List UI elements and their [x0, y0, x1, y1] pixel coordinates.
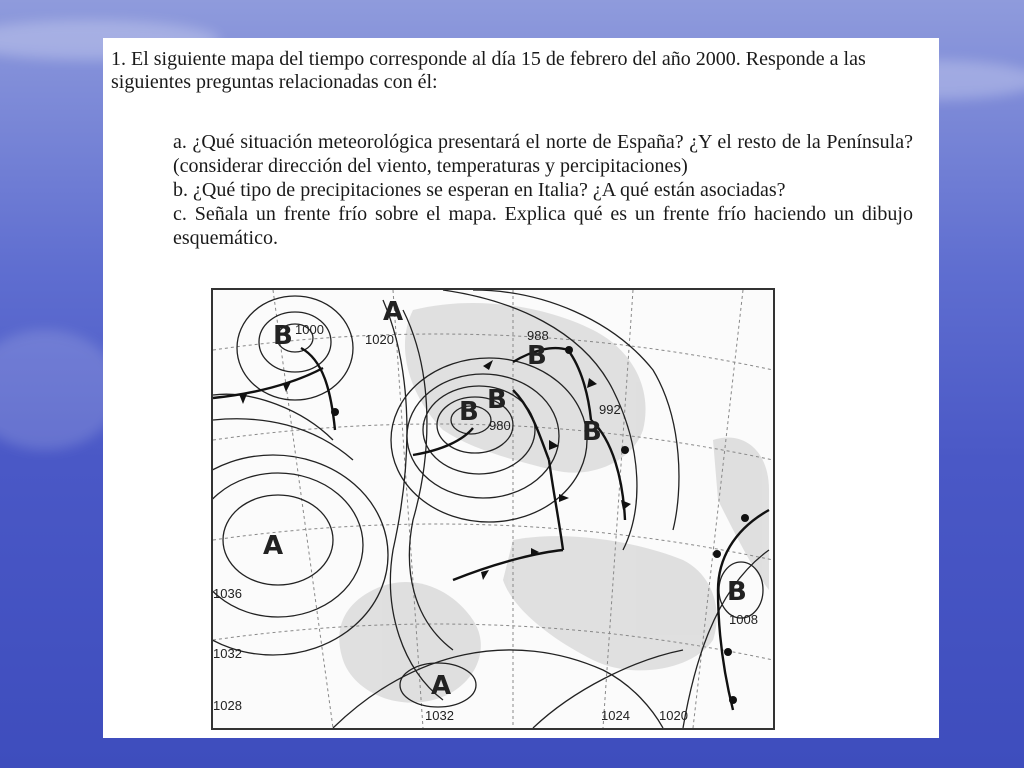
low-nw-label: B	[273, 321, 293, 351]
high-north-label: A	[383, 297, 404, 327]
low-east-label: B	[582, 417, 602, 447]
isobar-1020-bottom-label: 1020	[659, 708, 688, 723]
high-south-label: A	[431, 671, 452, 701]
weather-map-svg	[213, 290, 773, 728]
background-streak	[0, 330, 120, 450]
low-central-a-label: B	[459, 397, 479, 427]
question-list	[173, 130, 913, 250]
isobar-1000-label: 1000	[295, 322, 324, 337]
low-southeast-label: B	[727, 577, 747, 607]
high-west-label: A	[263, 531, 284, 561]
isobar-988-label: 988	[527, 328, 549, 343]
weather-map	[211, 288, 775, 730]
slide-page	[103, 38, 939, 738]
isobar-1008-label: 1008	[729, 612, 758, 627]
isobar-992-label: 992	[599, 402, 621, 417]
isobar-980-label: 980	[489, 418, 511, 433]
question-b: b. ¿Qué tipo de precipitaciones se esperan en Italia? ¿A qué están asociadas?	[173, 179, 786, 201]
isobar-1036-label: 1036	[213, 586, 242, 601]
isobar-1020-top-label: 1020	[365, 332, 394, 347]
isobar-1032-left-label: 1032	[213, 646, 242, 661]
isobar-1024-label: 1024	[601, 708, 630, 723]
low-north-label: B	[527, 341, 547, 371]
low-central-b-label: B	[487, 385, 507, 415]
question-a: a. ¿Qué situación meteorológica presentará el norte de España? ¿Y el resto de la Península? (considerar dirección del viento, temperaturas y percipitaciones)	[173, 131, 913, 177]
question-c: c. Señala un frente frío sobre el mapa. Explica qué es un frente frío haciendo un dibujo esquemático.	[173, 203, 913, 249]
isobar-1032-bottom-label: 1032	[425, 708, 454, 723]
question-intro: 1. El siguiente mapa del tiempo corresponde al día 15 de febrero del año 2000. Responde a las siguientes preguntas relacionadas con él:	[111, 48, 866, 93]
isobar-1028-label: 1028	[213, 698, 242, 713]
